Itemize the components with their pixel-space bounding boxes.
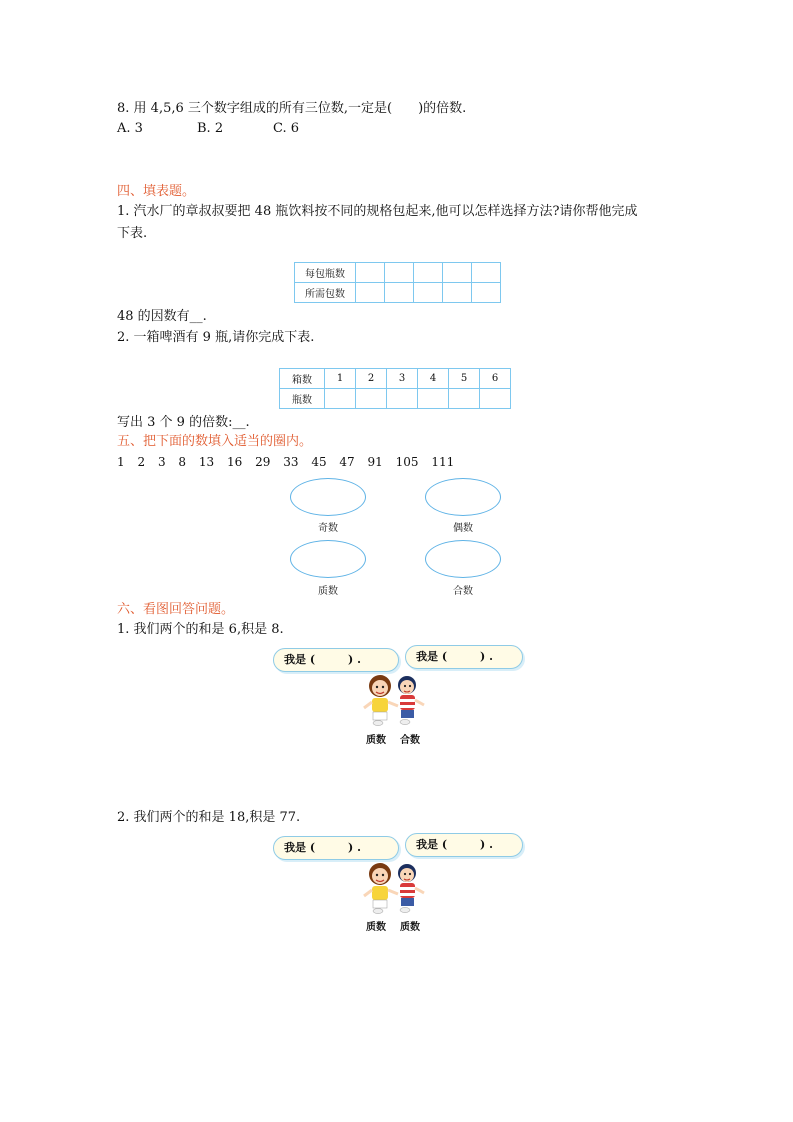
odd-label: 奇数 [318, 523, 338, 534]
table2-cell[interactable] [418, 389, 449, 409]
q8-option-c: C. 6 [273, 121, 300, 136]
table1-cell[interactable] [472, 283, 501, 303]
number-item: 13 [198, 455, 215, 469]
table2-row1-label: 箱数 [280, 369, 325, 389]
table2-header-cell: 6 [480, 369, 511, 389]
speech-bubble-left[interactable]: 我是 ( ) . [273, 648, 399, 672]
number-list [117, 455, 463, 469]
number-item: 91 [367, 455, 383, 469]
number-item: 33 [283, 455, 299, 469]
number-item: 47 [339, 455, 355, 469]
number-item: 8 [178, 455, 187, 469]
table1-row2-label: 所需包数 [295, 283, 356, 303]
kid-label-left: 质数 [366, 922, 386, 933]
number-item: 2 [137, 455, 146, 469]
number-item: 45 [311, 455, 327, 469]
table1-cell[interactable] [356, 263, 385, 283]
table1-row1-label: 每包瓶数 [295, 263, 356, 283]
prime-circle[interactable] [290, 540, 366, 578]
speech-bubble-right[interactable]: 我是 ( ) . [405, 833, 523, 857]
table1-cell[interactable] [356, 283, 385, 303]
table2-cell[interactable] [356, 389, 387, 409]
kid-label-right: 质数 [400, 922, 420, 933]
table2-cell[interactable] [449, 389, 480, 409]
speech-bubble-right[interactable]: 我是 ( ) . [405, 645, 523, 669]
table2-row2-label: 瓶数 [280, 389, 325, 409]
table1-cell[interactable] [385, 263, 414, 283]
section6-q1-text: 1. 我们两个的和是 6,积是 8. [117, 622, 284, 637]
q8-option-a: A. 3 [117, 121, 143, 136]
number-item: 105 [395, 455, 419, 469]
kids-illustration-icon [360, 860, 430, 916]
table-beer-boxes [279, 368, 511, 409]
even-label: 偶数 [453, 523, 473, 534]
section5-title: 五、把下面的数填入适当的圈内。 [117, 434, 313, 449]
section4-q2-text: 2. 一箱啤酒有 9 瓶,请你完成下表. [117, 330, 315, 345]
table1-cell[interactable] [472, 263, 501, 283]
composite-label: 合数 [453, 586, 473, 597]
table1-cell[interactable] [385, 283, 414, 303]
table2-header-cell: 5 [449, 369, 480, 389]
kids-illustration-icon [360, 672, 430, 728]
section4-q1-line2: 下表. [117, 226, 148, 241]
number-item: 1 [117, 455, 125, 469]
section6-q2-text: 2. 我们两个的和是 18,积是 77. [117, 810, 301, 825]
speech-bubble-left[interactable]: 我是 ( ) . [273, 836, 399, 860]
table2-header-cell: 4 [418, 369, 449, 389]
table2-header-cell: 1 [325, 369, 356, 389]
section4-q1-text [117, 201, 697, 245]
section4-q2-answer: 写出 3 个 9 的倍数:__. [117, 415, 250, 430]
table1-cell[interactable] [414, 263, 443, 283]
section4-title: 四、填表题。 [117, 184, 196, 199]
composite-circle[interactable] [425, 540, 501, 578]
even-circle[interactable] [425, 478, 501, 516]
odd-circle[interactable] [290, 478, 366, 516]
section4-q1-answer: 48 的因数有__. [117, 309, 207, 324]
table2-header-cell: 2 [356, 369, 387, 389]
prime-label: 质数 [318, 586, 338, 597]
table2-header-cell: 3 [387, 369, 418, 389]
kid-label-right: 合数 [400, 735, 420, 746]
table1-cell[interactable] [414, 283, 443, 303]
table1-cell[interactable] [443, 283, 472, 303]
table2-cell[interactable] [480, 389, 511, 409]
number-item: 16 [226, 455, 243, 469]
number-item: 111 [431, 455, 455, 469]
q8-option-b: B. 2 [197, 121, 224, 136]
table2-cell[interactable] [325, 389, 356, 409]
number-item: 3 [157, 455, 166, 469]
section4-q1-line1: 1. 汽水厂的章叔叔要把 48 瓶饮料按不同的规格包起来,他可以怎样选择方法?请你帮他完成 [117, 204, 638, 219]
section6-title: 六、看图回答问题。 [117, 602, 235, 617]
table1-cell[interactable] [443, 263, 472, 283]
table2-cell[interactable] [387, 389, 418, 409]
table-bottles-per-pack [294, 262, 501, 303]
q8-text: 8. 用 4,5,6 三个数字组成的所有三位数,一定是( )的倍数. [117, 101, 467, 116]
kid-label-left: 质数 [366, 735, 386, 746]
number-item: 29 [255, 455, 271, 469]
